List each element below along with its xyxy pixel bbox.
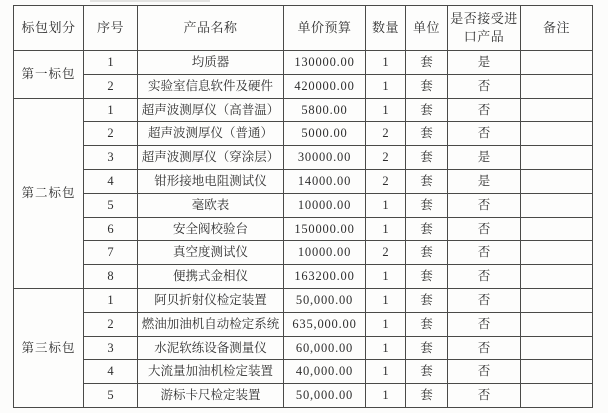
cell-quantity: 1 xyxy=(366,384,406,408)
cell-serial-no: 4 xyxy=(84,360,138,384)
column-header-no: 序号 xyxy=(84,6,138,51)
cell-serial-no: 8 xyxy=(84,265,138,289)
cell-note xyxy=(521,51,593,75)
cell-accept-import: 否 xyxy=(448,122,521,146)
cell-quantity: 2 xyxy=(366,146,406,170)
cell-unit: 套 xyxy=(406,193,448,217)
column-header-package: 标包划分 xyxy=(14,6,84,51)
cell-product-name: 钳形接地电阻测试仪 xyxy=(138,169,284,193)
cell-price: 420000.00 xyxy=(284,74,366,98)
table-row xyxy=(14,265,593,289)
cell-note xyxy=(521,74,593,98)
cell-note xyxy=(521,265,593,289)
scan-artifact xyxy=(90,0,210,2)
cell-price: 5000.00 xyxy=(284,122,366,146)
cell-unit: 套 xyxy=(406,360,448,384)
cell-quantity: 1 xyxy=(366,51,406,75)
cell-price: 635,000.00 xyxy=(284,312,366,336)
cell-note xyxy=(521,193,593,217)
cell-product-name: 游标卡尺检定装置 xyxy=(138,384,284,408)
cell-accept-import: 否 xyxy=(448,217,521,241)
cell-product-name: 均质器 xyxy=(138,51,284,75)
cell-quantity: 2 xyxy=(366,122,406,146)
cell-note xyxy=(521,98,593,122)
cell-product-name: 毫欧表 xyxy=(138,193,284,217)
cell-note xyxy=(521,217,593,241)
table-row xyxy=(14,146,593,170)
cell-product-name: 超声波测厚仪（高普温） xyxy=(138,98,284,122)
table-row xyxy=(14,288,593,312)
cell-unit: 套 xyxy=(406,217,448,241)
cell-quantity: 2 xyxy=(366,169,406,193)
column-header-qty: 数量 xyxy=(366,6,406,51)
cell-price: 40,000.00 xyxy=(284,360,366,384)
cell-note xyxy=(521,169,593,193)
cell-serial-no: 2 xyxy=(84,74,138,98)
table-row xyxy=(14,193,593,217)
cell-serial-no: 7 xyxy=(84,241,138,265)
cell-serial-no: 2 xyxy=(84,312,138,336)
table-row xyxy=(14,217,593,241)
cell-quantity: 1 xyxy=(366,74,406,98)
column-header-accept-import: 是否接受进口产品 xyxy=(448,6,521,51)
cell-unit: 套 xyxy=(406,265,448,289)
cell-unit: 套 xyxy=(406,74,448,98)
cell-note xyxy=(521,288,593,312)
cell-product-name: 水泥软练设备测量仪 xyxy=(138,336,284,360)
cell-unit: 套 xyxy=(406,336,448,360)
cell-quantity: 1 xyxy=(366,193,406,217)
cell-serial-no: 4 xyxy=(84,169,138,193)
cell-accept-import: 否 xyxy=(448,98,521,122)
cell-accept-import: 否 xyxy=(448,384,521,408)
cell-note xyxy=(521,312,593,336)
cell-accept-import: 是 xyxy=(448,169,521,193)
cell-quantity: 1 xyxy=(366,217,406,241)
cell-accept-import: 否 xyxy=(448,193,521,217)
cell-note xyxy=(521,146,593,170)
cell-note xyxy=(521,122,593,146)
cell-product-name: 阿贝折射仪检定装置 xyxy=(138,288,284,312)
table-row xyxy=(14,312,593,336)
cell-price: 14000.00 xyxy=(284,169,366,193)
table-row xyxy=(14,74,593,98)
cell-serial-no: 1 xyxy=(84,98,138,122)
table-body xyxy=(14,51,593,408)
cell-unit: 套 xyxy=(406,288,448,312)
cell-accept-import: 是 xyxy=(448,51,521,75)
column-header-price: 单价预算 xyxy=(284,6,366,51)
cell-price: 5800.00 xyxy=(284,98,366,122)
cell-note xyxy=(521,336,593,360)
cell-product-name: 燃油加油机自动检定系统 xyxy=(138,312,284,336)
table-row xyxy=(14,336,593,360)
cell-serial-no: 3 xyxy=(84,336,138,360)
cell-price: 150000.00 xyxy=(284,217,366,241)
cell-accept-import: 否 xyxy=(448,265,521,289)
cell-package-name: 第三标包 xyxy=(14,288,84,407)
column-header-note: 备注 xyxy=(521,6,593,51)
cell-accept-import: 否 xyxy=(448,360,521,384)
cell-unit: 套 xyxy=(406,169,448,193)
cell-quantity: 1 xyxy=(366,265,406,289)
cell-unit: 套 xyxy=(406,312,448,336)
cell-price: 60,000.00 xyxy=(284,336,366,360)
table-row xyxy=(14,384,593,408)
cell-serial-no: 6 xyxy=(84,217,138,241)
cell-serial-no: 1 xyxy=(84,51,138,75)
cell-product-name: 实验室信息软件及硬件 xyxy=(138,74,284,98)
cell-product-name: 超声波测厚仪（穿涂层） xyxy=(138,146,284,170)
cell-product-name: 便携式金相仪 xyxy=(138,265,284,289)
cell-serial-no: 2 xyxy=(84,122,138,146)
cell-price: 130000.00 xyxy=(284,51,366,75)
procurement-table xyxy=(13,5,593,408)
cell-quantity: 1 xyxy=(366,312,406,336)
cell-product-name: 安全阀校验台 xyxy=(138,217,284,241)
table-row xyxy=(14,241,593,265)
table-header-row xyxy=(14,6,593,51)
cell-quantity: 1 xyxy=(366,360,406,384)
cell-note xyxy=(521,241,593,265)
cell-serial-no: 5 xyxy=(84,193,138,217)
cell-accept-import: 否 xyxy=(448,312,521,336)
column-header-unit: 单位 xyxy=(406,6,448,51)
cell-serial-no: 1 xyxy=(84,288,138,312)
table-row xyxy=(14,169,593,193)
cell-note xyxy=(521,384,593,408)
cell-quantity: 1 xyxy=(366,288,406,312)
cell-unit: 套 xyxy=(406,98,448,122)
cell-serial-no: 5 xyxy=(84,384,138,408)
cell-accept-import: 否 xyxy=(448,288,521,312)
cell-package-name: 第二标包 xyxy=(14,98,84,288)
cell-accept-import: 否 xyxy=(448,74,521,98)
cell-unit: 套 xyxy=(406,146,448,170)
cell-quantity: 1 xyxy=(366,98,406,122)
cell-note xyxy=(521,360,593,384)
cell-unit: 套 xyxy=(406,122,448,146)
table-row xyxy=(14,122,593,146)
cell-price: 163200.00 xyxy=(284,265,366,289)
cell-accept-import: 否 xyxy=(448,336,521,360)
cell-price: 30000.00 xyxy=(284,146,366,170)
table-row xyxy=(14,51,593,75)
cell-quantity: 1 xyxy=(366,336,406,360)
cell-product-name: 超声波测厚仪（普通） xyxy=(138,122,284,146)
table-row xyxy=(14,98,593,122)
cell-unit: 套 xyxy=(406,51,448,75)
cell-quantity: 2 xyxy=(366,241,406,265)
cell-unit: 套 xyxy=(406,384,448,408)
cell-accept-import: 是 xyxy=(448,146,521,170)
cell-package-name: 第一标包 xyxy=(14,51,84,99)
cell-product-name: 真空度测试仪 xyxy=(138,241,284,265)
cell-accept-import: 否 xyxy=(448,241,521,265)
table-row xyxy=(14,360,593,384)
cell-product-name: 大流量加油机检定装置 xyxy=(138,360,284,384)
cell-unit: 套 xyxy=(406,241,448,265)
cell-price: 50,000.00 xyxy=(284,384,366,408)
column-header-product: 产品名称 xyxy=(138,6,284,51)
cell-serial-no: 3 xyxy=(84,146,138,170)
cell-price: 50,000.00 xyxy=(284,288,366,312)
cell-price: 10000.00 xyxy=(284,193,366,217)
cell-price: 10000.00 xyxy=(284,241,366,265)
